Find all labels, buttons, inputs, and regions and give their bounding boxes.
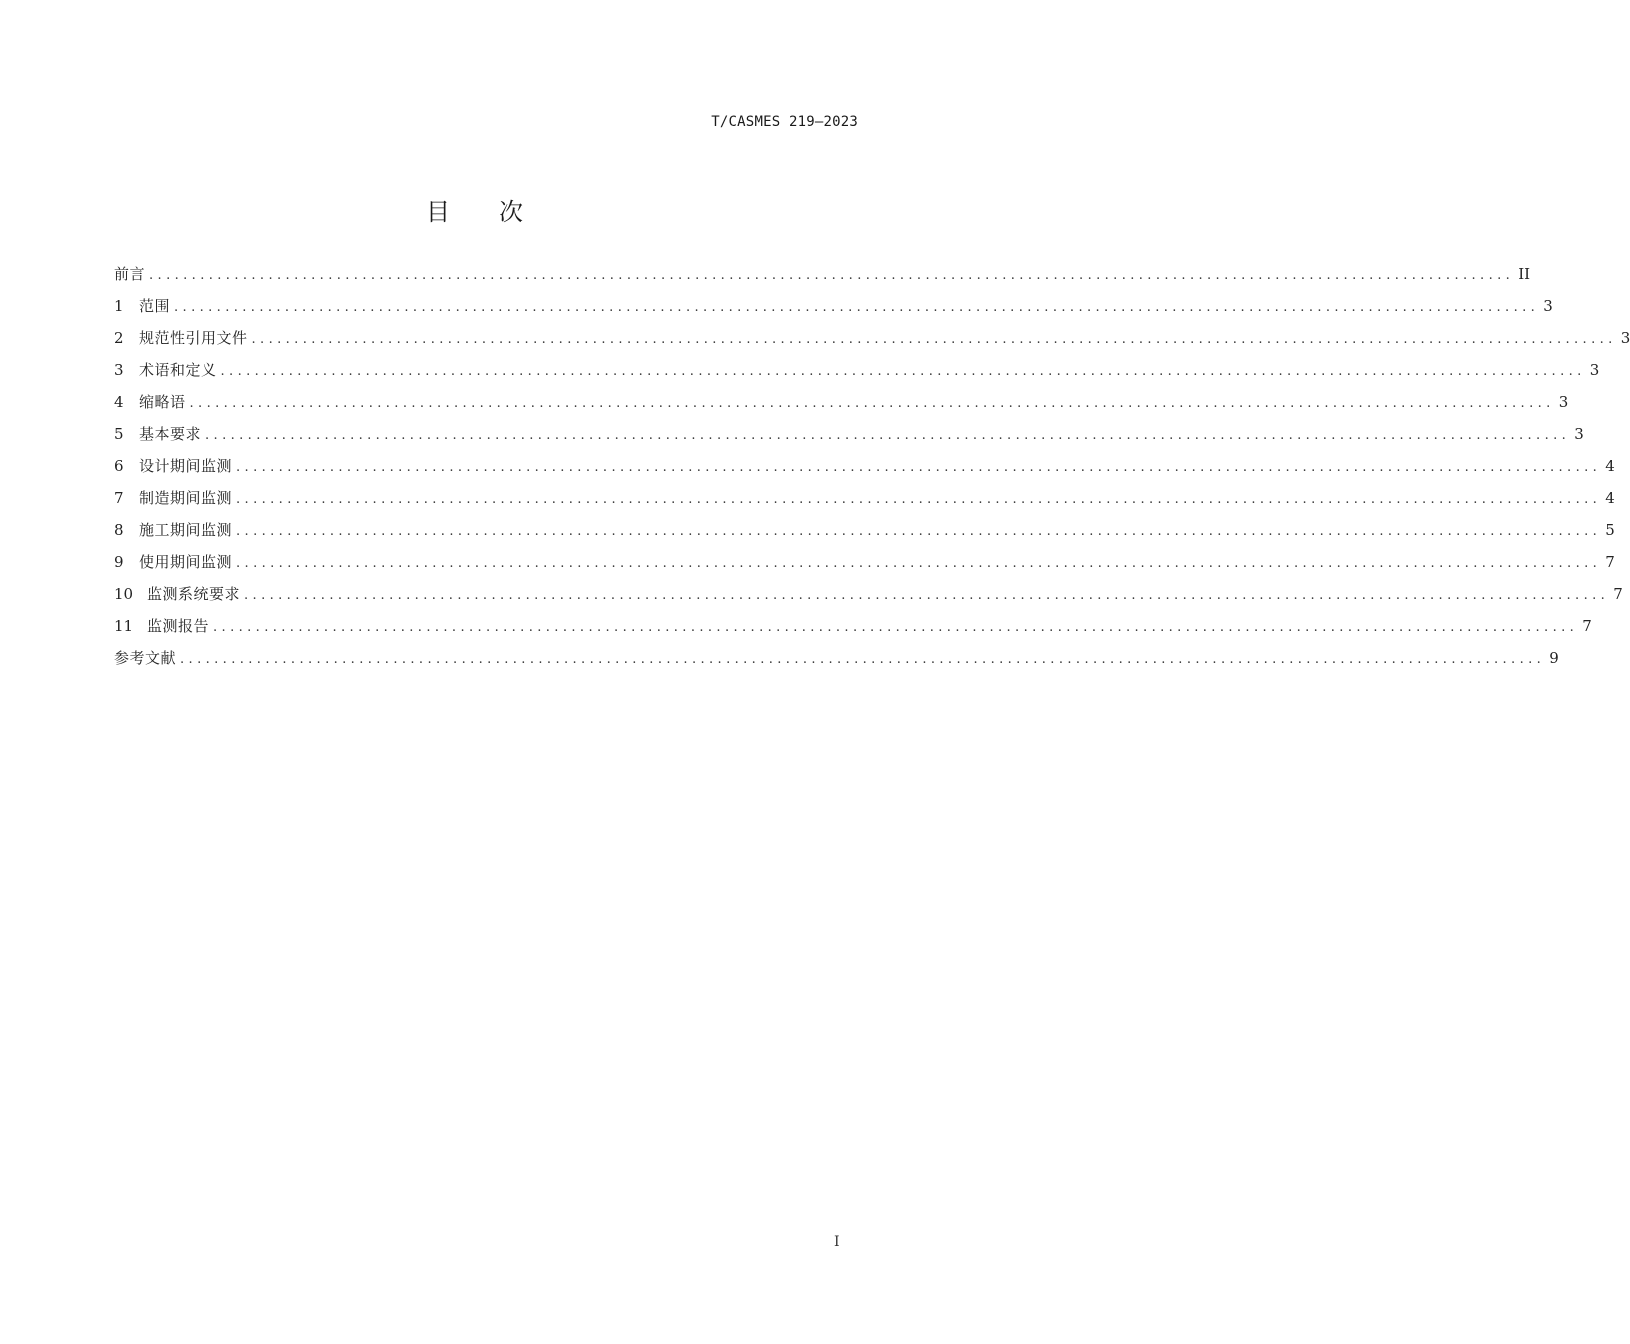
toc-entry-number: 9 [114, 553, 124, 571]
toc-entry-page: 3 [1589, 361, 1600, 379]
toc-entry-number: 10 [114, 585, 134, 603]
toc-entry-abbreviations[interactable] [114, 390, 1569, 422]
toc-entry-page: 3 [1558, 393, 1569, 411]
toc-leader-dots: ................................................................................................................................................................ [236, 524, 1602, 539]
toc-entry-page: 9 [1549, 649, 1559, 667]
toc-entry-page: 3 [1620, 329, 1630, 347]
toc-leader-dots: ................................................................................................................................................................ [205, 428, 1571, 443]
toc-entry-label: 术语和定义 [139, 361, 217, 379]
toc-entry-normative-references[interactable] [114, 326, 1630, 358]
toc-entry-number: 3 [114, 361, 124, 379]
toc-title-part1: 目 [426, 198, 451, 226]
toc-leader-dots: ................................................................................................................................................................ [251, 332, 1617, 347]
toc-entry-page: 4 [1605, 457, 1615, 475]
toc-title [0, 192, 950, 227]
toc-entry-page: 7 [1582, 617, 1592, 635]
toc-entry-number: 1 [114, 297, 124, 315]
toc-entry-label: 制造期间监测 [139, 489, 233, 507]
toc-entry-page: 7 [1605, 553, 1615, 571]
toc-entry-number: 7 [114, 489, 124, 507]
toc-leader-dots: ................................................................................................................................................................ [236, 492, 1602, 507]
toc-entry-label: 设计期间监测 [139, 457, 233, 475]
toc-entry-label: 参考文献 [114, 649, 177, 667]
toc-entry-page: II [1518, 265, 1531, 283]
toc-entry-system-requirements[interactable] [114, 582, 1623, 614]
toc-entry-number: 6 [114, 457, 124, 475]
toc-entry-page: 4 [1605, 489, 1615, 507]
toc-entry-service-monitoring[interactable] [114, 550, 1615, 582]
toc-list [114, 262, 1630, 678]
standard-code: T/CASMES 219—2023 [711, 114, 858, 130]
toc-entry-label: 监测报告 [147, 617, 210, 635]
toc-entry-label: 缩略语 [139, 393, 186, 411]
toc-entry-label: 基本要求 [139, 425, 202, 443]
toc-leader-dots: ................................................................................................................................................................ [180, 652, 1546, 667]
toc-title-part2: 次 [499, 198, 524, 226]
toc-entry-number: 8 [114, 521, 124, 539]
toc-entry-construction-monitoring[interactable] [114, 518, 1615, 550]
toc-entry-scope[interactable] [114, 294, 1553, 326]
toc-entry-manufacturing-monitoring[interactable] [114, 486, 1615, 518]
toc-entry-number: 4 [114, 393, 124, 411]
toc-leader-dots: ................................................................................................................................................................ [149, 268, 1515, 283]
toc-entry-monitoring-report[interactable] [114, 614, 1592, 646]
toc-entry-number: 2 [114, 329, 124, 347]
toc-entry-terms-definitions[interactable] [114, 358, 1600, 390]
toc-leader-dots: ................................................................................................................................................................ [220, 364, 1586, 379]
toc-entry-label: 监测系统要求 [147, 585, 241, 603]
page-number: I [834, 1234, 840, 1250]
toc-leader-dots: ................................................................................................................................................................ [236, 556, 1602, 571]
toc-entry-page: 5 [1605, 521, 1615, 539]
toc-entry-number: 5 [114, 425, 124, 443]
toc-entry-label: 规范性引用文件 [139, 329, 248, 347]
toc-leader-dots: ................................................................................................................................................................ [244, 588, 1610, 603]
toc-entry-page: 3 [1543, 297, 1553, 315]
toc-entry-bibliography[interactable] [114, 646, 1559, 678]
toc-entry-page: 7 [1613, 585, 1623, 603]
toc-entry-label: 施工期间监测 [139, 521, 233, 539]
toc-entry-foreword[interactable] [114, 262, 1531, 294]
toc-entry-basic-requirements[interactable] [114, 422, 1584, 454]
toc-entry-label: 前言 [114, 265, 146, 283]
toc-entry-number: 11 [114, 617, 134, 635]
toc-entry-design-monitoring[interactable] [114, 454, 1615, 486]
toc-entry-label: 范围 [139, 297, 171, 315]
toc-leader-dots: ................................................................................................................................................................ [174, 300, 1540, 315]
toc-leader-dots: ................................................................................................................................................................ [236, 460, 1602, 475]
toc-entry-label: 使用期间监测 [139, 553, 233, 571]
toc-leader-dots: ................................................................................................................................................................ [189, 396, 1555, 411]
toc-leader-dots: ................................................................................................................................................................ [213, 620, 1579, 635]
toc-entry-page: 3 [1574, 425, 1584, 443]
